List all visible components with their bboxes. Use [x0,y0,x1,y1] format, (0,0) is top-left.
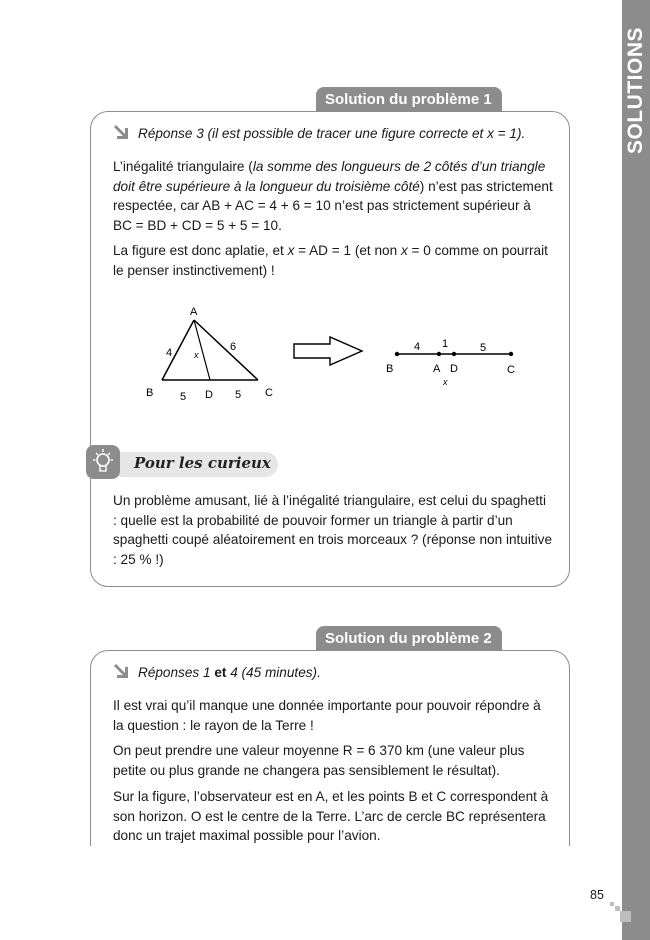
curieux-title: Pour les curieux [134,454,271,472]
problem2-answer: Réponses 1 et 4 (45 minutes). [138,665,321,680]
triangle-figure [140,300,530,410]
lightbulb-icon [86,445,120,479]
problem1-answer: Réponse 3 (il est possible de tracer une figure correcte et x = 1). [138,126,526,141]
triangle-label-c: C [265,387,273,399]
triangle-length-dc: 5 [235,389,242,401]
triangle-length-ac: 6 [230,341,237,353]
problem2-paragraph2: On peut prendre une valeur moyenne R = 6 370 km (une valeur plus petite ou plus grande ne changera pas sensiblement le résultat). [113,743,525,778]
transform-arrow-icon [294,337,362,365]
problem1-tab: Solution du problème 1 [316,87,502,111]
flat-length-ba: 4 [414,341,421,353]
problem1-paragraph2: La figure est donc aplatie, et x = AD = 1 (et non x = 0 comme on pourrait le penser instinctivement) ! [113,243,548,278]
flat-label-d: D [450,363,458,375]
triangle-side-ac [194,320,258,380]
flat-label-x: x [443,377,448,387]
flat-length-dc: 5 [480,342,487,354]
problem2-paragraph3: Sur la figure, l’observateur est en A, et les points B et C correspondent à son horizon. O est le centre de la Terre. L’arc de cercle BC représentera donc un trajet maximal possible pour l’avion. [113,789,549,843]
flat-label-a: A [433,363,441,375]
triangle-label-d: D [205,389,213,401]
flat-point-b [395,352,399,356]
corner-deco-small [610,902,614,906]
arrow-down-right-icon [113,124,129,140]
side-title: SOLUTIONS [624,26,647,154]
flat-point-a [437,352,441,356]
flat-length-ad: 1 [442,338,449,350]
curieux-text: Un problème amusant, lié à l’inégalité triangulaire, est celui du spaghetti : quelle est la probabilité de pouvoir former un triangle à partir d’un spaghetti coupé aléatoirement en trois morceaux ? (réponse non intuitive : 25 % !) [113,493,553,567]
page-number: 85 [590,888,604,902]
problem2-box-fade [88,846,572,886]
arrow-down-right-icon [113,663,129,679]
corner-deco-large [620,911,631,922]
triangle-label-x: x [194,350,199,360]
problem2-tab: Solution du problème 2 [316,626,502,650]
triangle-label-b: B [146,387,154,399]
triangle-length-bd: 5 [180,391,187,403]
flat-label-b: B [386,363,394,375]
flat-point-d [452,352,456,356]
flat-label-c: C [507,364,515,376]
triangle-label-a: A [190,306,198,318]
problem2-paragraph1: Il est vrai qu’il manque une donnée importante pour pouvoir répondre à la question : le rayon de la Terre ! [113,698,541,733]
curieux-icon-box [86,445,120,479]
problem1-paragraph1: L’inégalité triangulaire (la somme des longueurs de 2 côtés d’un triangle doit être supérieure à la longueur du troisième côté) n’est pas strictement respectée, car AB + AC = 4 + 6 = 10 n’est pas strictement supérieur à BC = BD + CD = 5 + 5 = 10. [113,159,553,233]
triangle-length-ab: 4 [166,347,173,359]
flat-point-c [509,352,513,356]
